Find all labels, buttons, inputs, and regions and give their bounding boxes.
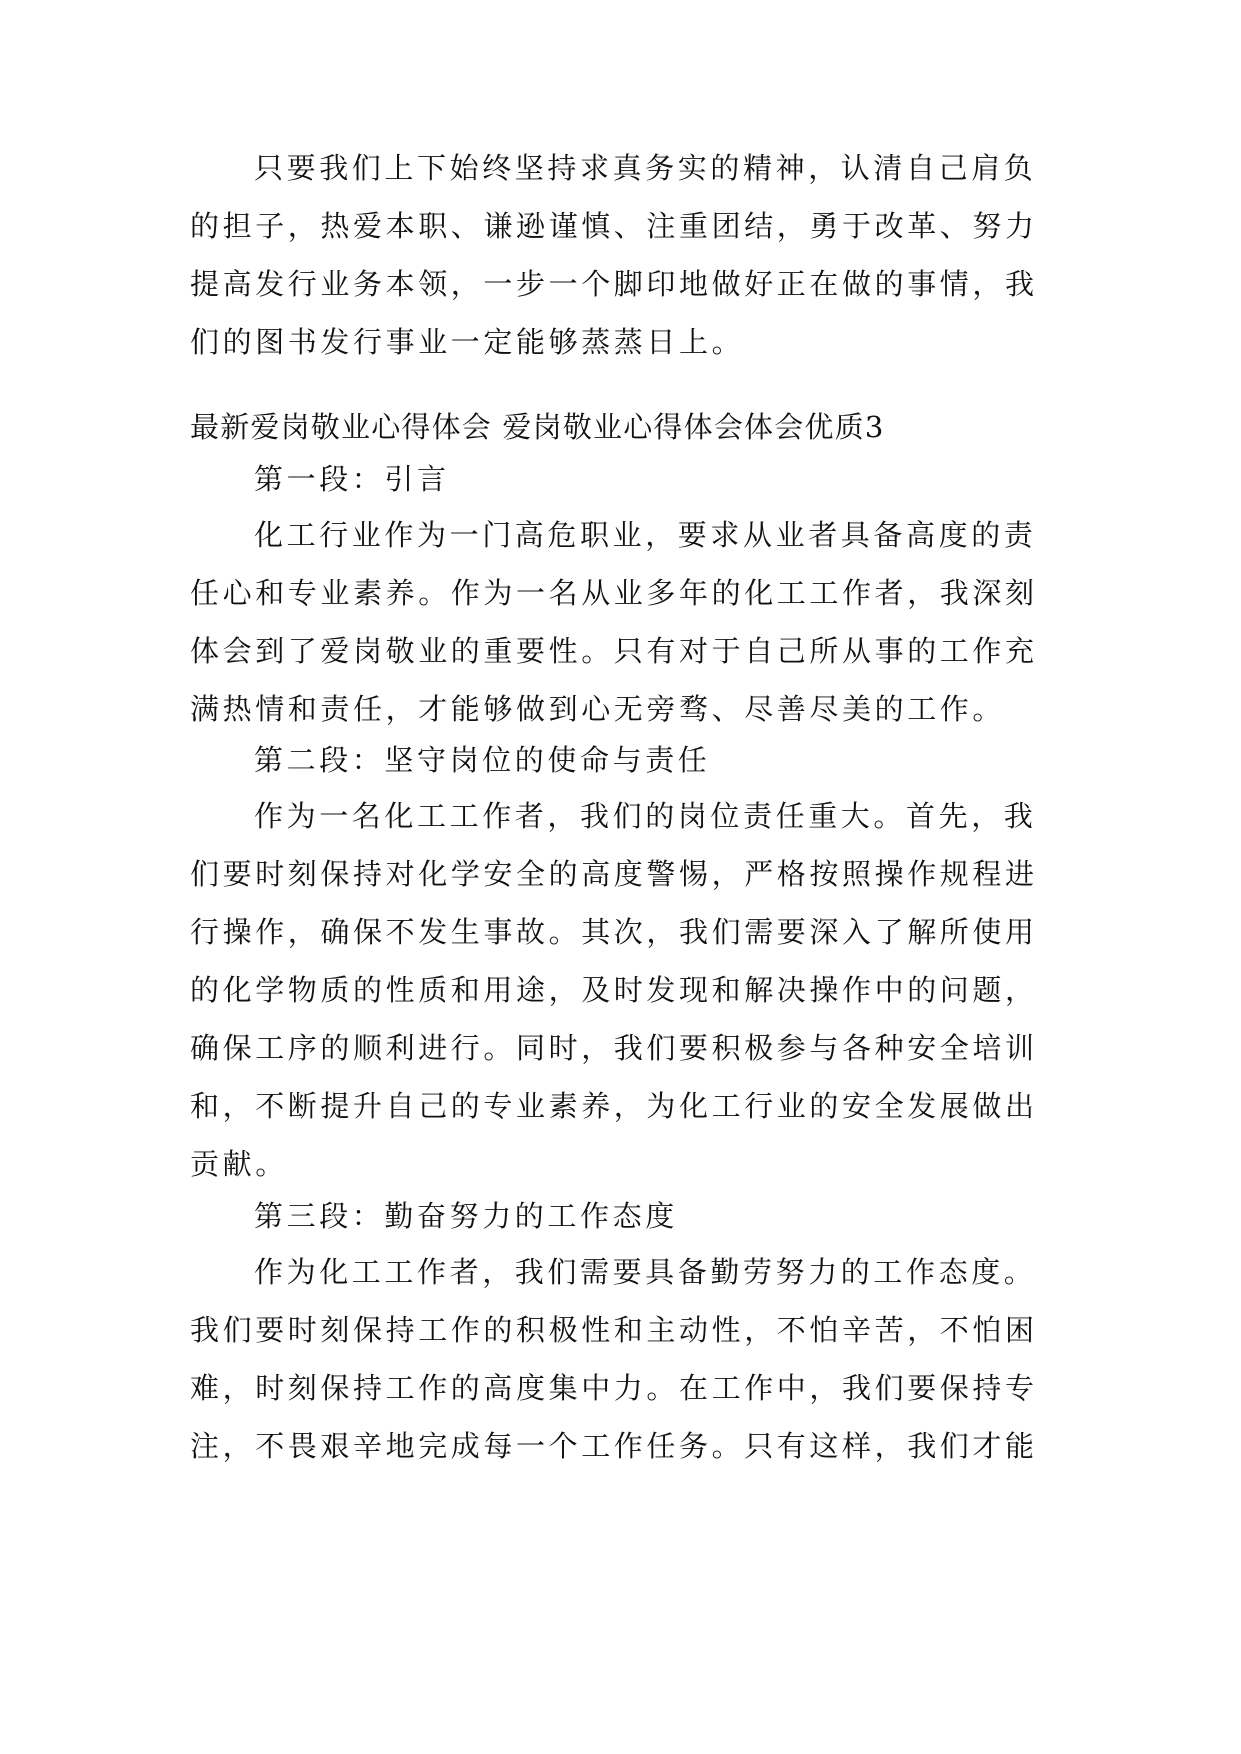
paragraph-line: 只要我们上下始终坚持求真务实的精神，认清自己肩负 bbox=[254, 151, 1037, 185]
section-title: 最新爱岗敬业心得体会 爱岗敬业心得体会体会优质3 bbox=[190, 410, 885, 444]
paragraph-line: 作为化工工作者，我们需要具备勤劳努力的工作态度。 bbox=[254, 1255, 1037, 1289]
paragraph-line: 确保工序的顺利进行。同时，我们要积极参与各种安全培训 bbox=[190, 1031, 1038, 1065]
paragraph-line: 作为一名化工工作者，我们的岗位责任重大。首先，我 bbox=[254, 799, 1037, 833]
paragraph-line: 行操作，确保不发生事故。其次，我们需要深入了解所使用 bbox=[190, 915, 1038, 949]
paragraph-line: 难，时刻保持工作的高度集中力。在工作中，我们要保持专 bbox=[190, 1371, 1038, 1405]
heading-section-2: 第二段：坚守岗位的使命与责任 bbox=[254, 743, 711, 777]
paragraph-line: 化工行业作为一门高危职业，要求从业者具备高度的责 bbox=[254, 518, 1037, 552]
paragraph-line: 贡献。 bbox=[190, 1147, 288, 1181]
paragraph-line: 体会到了爱岗敬业的重要性。只有对于自己所从事的工作充 bbox=[190, 634, 1038, 668]
heading-section-1: 第一段：引言 bbox=[254, 462, 450, 496]
heading-section-3: 第三段：勤奋努力的工作态度 bbox=[254, 1199, 678, 1233]
paragraph-line: 注，不畏艰辛地完成每一个工作任务。只有这样，我们才能 bbox=[190, 1429, 1038, 1463]
paragraph-line: 我们要时刻保持工作的积极性和主动性，不怕辛苦，不怕困 bbox=[190, 1313, 1038, 1347]
paragraph-line: 们的图书发行事业一定能够蒸蒸日上。 bbox=[190, 325, 745, 359]
paragraph-line: 和，不断提升自己的专业素养，为化工行业的安全发展做出 bbox=[190, 1089, 1038, 1123]
paragraph-line: 提高发行业务本领，一步一个脚印地做好正在做的事情，我 bbox=[190, 267, 1038, 301]
paragraph-line: 们要时刻保持对化学安全的高度警惕，严格按照操作规程进 bbox=[190, 857, 1038, 891]
paragraph-line: 的化学物质的性质和用途，及时发现和解决操作中的问题， bbox=[190, 973, 1038, 1007]
paragraph-line: 任心和专业素养。作为一名从业多年的化工工作者，我深刻 bbox=[190, 576, 1038, 610]
paragraph-line: 满热情和责任，才能够做到心无旁骛、尽善尽美的工作。 bbox=[190, 692, 1006, 726]
paragraph-line: 的担子，热爱本职、谦逊谨慎、注重团结，勇于改革、努力 bbox=[190, 209, 1038, 243]
